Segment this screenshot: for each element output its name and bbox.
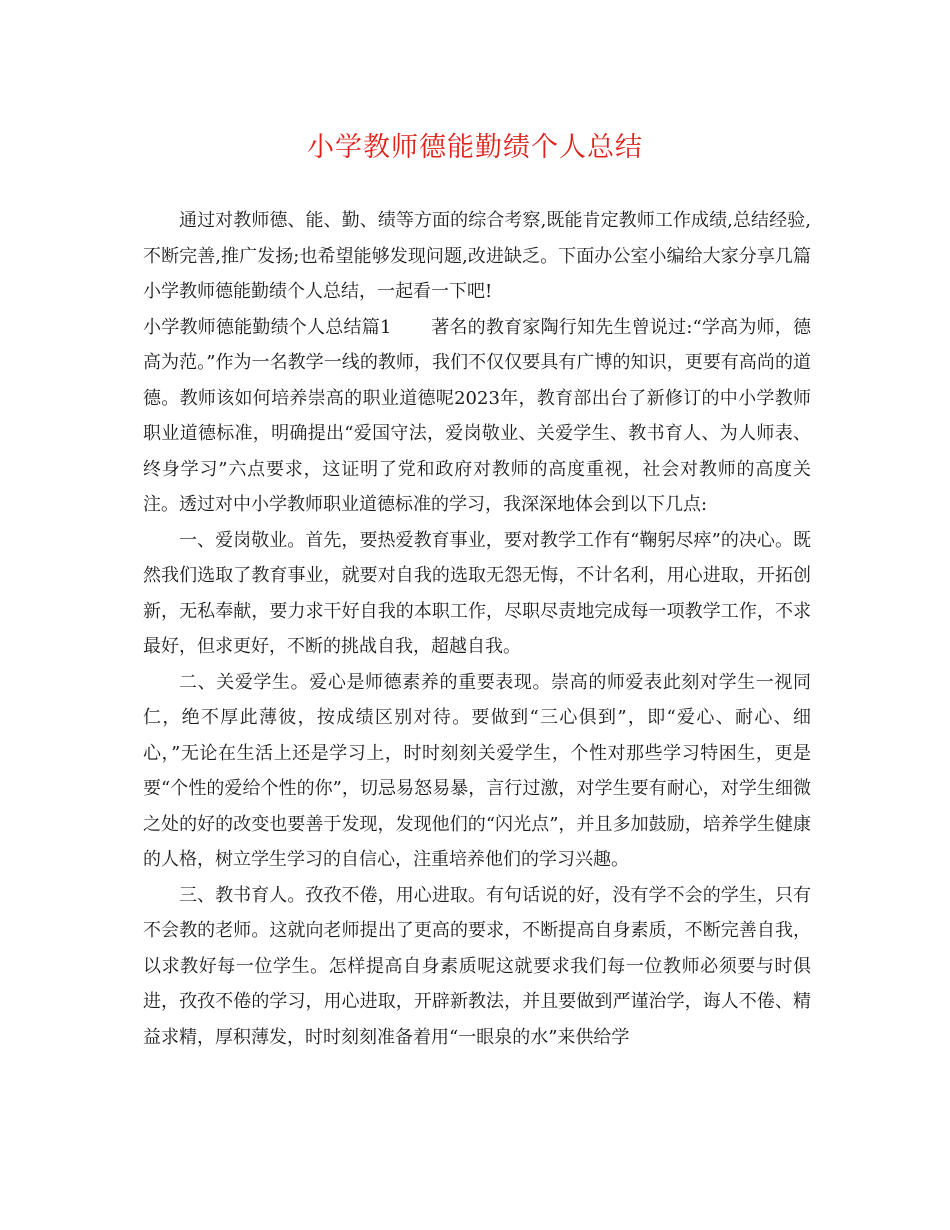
section-1-body: 著名的教育家陶行知先生曾说过:“学高为师，德高为范。”作为一名教学一线的教师，我们不仅仅要具有广博的知识，更要有高尚的道德。教师该如何培养崇高的职业道德呢2023年，教育部出台了新修订的中小学教师职业道德标准，明确提出“爱国守法，爱岗敬业、关爱学生、教书育人、为人师表、终身学习”六点要求，这证明了党和政府对教师的高度重视，社会对教师的高度关注。透过对中小学教师职业道德标准的学习，我深深地体会到以下几点: bbox=[143, 316, 811, 515]
section-1-heading: 小学教师德能勤绩个人总结篇1 bbox=[143, 316, 392, 338]
point-3-paragraph: 三、教书育人。孜孜不倦，用心进取。有句话说的好，没有学不会的学生，只有不会教的老师。这就向老师提出了更高的要求，不断提高自身素质，不断完善自我，以求教好每一位学生。怎样提高自身素质呢这就要求我们每一位教师必须要与时俱进，孜孜不倦的学习，用心进取，开辟新教法，并且要做到严谨治学，诲人不倦、精益求精，厚积薄发，时时刻刻准备着用“一眼泉的水”来供给学 bbox=[143, 884, 811, 1048]
section-1-paragraph bbox=[143, 310, 811, 523]
intro-paragraph: 通过对教师德、能、勤、绩等方面的综合考察,既能肯定教师工作成绩,总结经验,不断完善,推广发扬;也希望能够发现问题,改进缺乏。下面办公室小编给大家分享几篇小学教师德能勤绩个人总结，一起看一下吧! bbox=[143, 210, 811, 302]
point-2-paragraph: 二、关爱学生。爱心是师德素养的重要表现。崇高的师爱表此刻对学生一视同仁，绝不厚此薄彼，按成绩区别对待。要做到“三心俱到”，即“爱心、耐心、细心，”无论在生活上还是学习上，时时刻刻关爱学生，个性对那些学习特困生，更是要“个性的爱给个性的你”，切忌易怒易暴，言行过激，对学生要有耐心，对学生细微之处的好的改变也要善于发现，发现他们的“闪光点”，并且多加鼓励，培养学生健康的人格，树立学生学习的自信心，注重培养他们的学习兴趣。 bbox=[143, 671, 811, 870]
document-title: 小学教师德能勤绩个人总结 bbox=[307, 132, 643, 163]
point-1-paragraph: 一、爱岗敬业。首先，要热爱教育事业，要对教学工作有“鞠躬尽瘁”的决心。既然我们选取了教育事业，就要对自我的选取无怨无悔，不计名利，用心进取，开拓创新，无私奉献，要力求干好自我的本职工作，尽职尽责地完成每一项教学工作，不求最好，但求更好，不断的挑战自我，超越自我。 bbox=[143, 529, 811, 657]
document-body bbox=[143, 203, 811, 1055]
